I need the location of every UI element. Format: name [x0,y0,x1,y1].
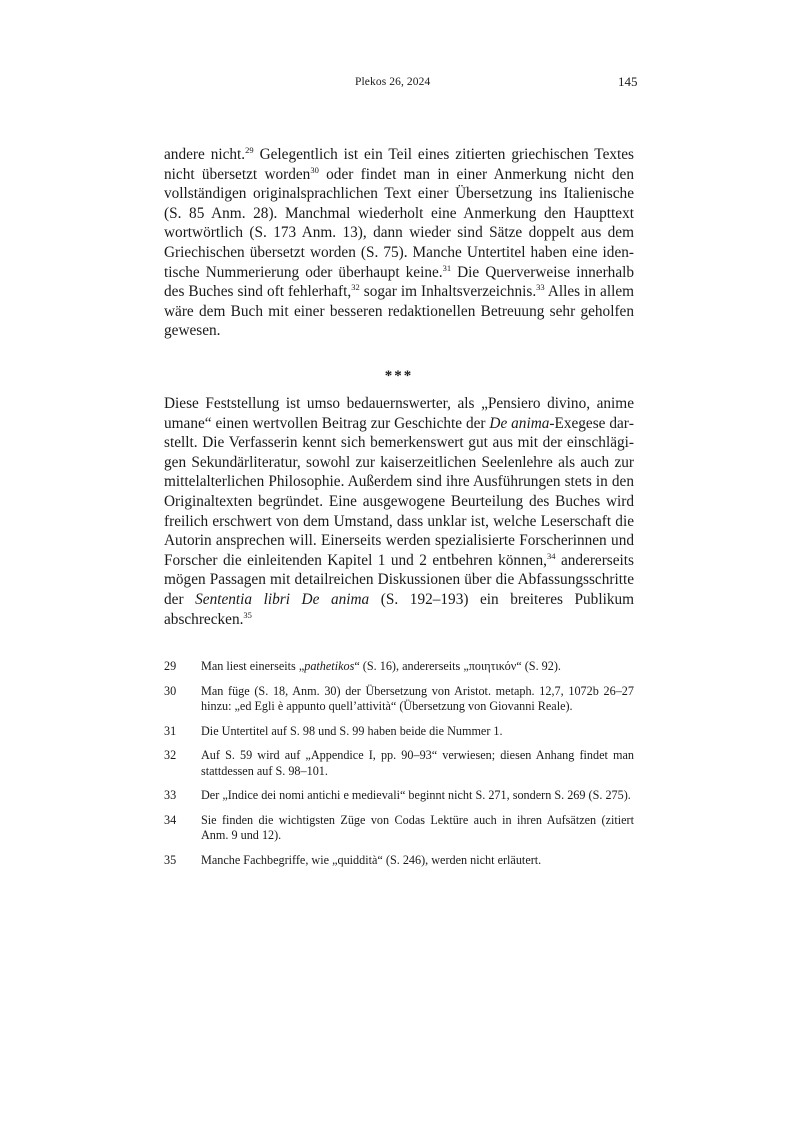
body-paragraph-1 [164,145,634,341]
text-run: “ (S. 16), andererseits „ποιητικόν“ (S. 92). [354,659,561,673]
footnote-ref-30[interactable]: 30 [310,164,319,175]
footnote-34 [164,813,634,844]
text-run: -Exegese darstellt. Die Verfasserin kennt sich bemerkenswert gut aus mit der einschlägigen Sekundärliteratur, sowohl zur kaiserzeitlichen Seelenlehre als auch zur mittelalterlichen Philosophie. Außerdem sind ihre Ausführungen stets in den Originaltexten begründet. Eine ausgewogene Beurteilung des Buches wird freilich erschwert von dem Umstand, dass unklar ist, welche Leserschaft die Autorin ansprechen will. Einerseits werden spezialisierte Forscherinnen und Forscher die einleitenden Kapitel 1 und 2 entbehren können, [164,414,634,569]
footnote-text: Sie finden die wichtigsten Züge von Codas Lektüre auch in ihren Aufsätzen (zitiert Anm. 9 und 12). [201,812,634,842]
footnote-number: 34 [164,812,177,827]
footnote-number: 33 [164,788,177,802]
text-run: andere nicht. [164,146,246,163]
footnote-30 [164,684,634,715]
footnote-number: 35 [164,852,177,867]
section-separator: *** [384,368,414,384]
footnote-ref-31[interactable]: 31 [442,262,452,273]
footnote-32 [164,748,634,779]
text-run: Diese Feststellung ist umso bedauernswerter, als „Pensiero divino, anime umane“ einen wertvollen Beitrag zur Geschichte der [164,395,634,432]
italic-title: De anima [489,414,550,432]
footnote-text: Man füge (S. 18, Anm. 30) der Übersetzung von Aristot. metaph. 12,7, 1072b 26–27 hinzu: „ed Egli è appunto quell’attività“ (Übersetzung von Giovanni Reale). [201,683,634,713]
body-paragraph-2 [164,394,634,629]
footnote-ref-32[interactable]: 32 [351,282,360,293]
footnote-text: Der „Indice dei nomi antichi e medievali“ beginnt nicht S. 271, sondern S. 269 (S. 275). [201,788,631,802]
footnote-ref-34[interactable]: 34 [547,550,556,561]
footnote-ref-35[interactable]: 35 [243,609,252,620]
footnote-text: Auf S. 59 wird auf „Appendice I, pp. 90–93“ verwiesen; diesen Anhang findet man stattdessen auf S. 98–101. [201,748,634,778]
text-run: Gelegentlich ist ein Teil eines zitierten griechischen Textes nicht übersetzt worden [164,146,634,183]
page-number: 145 [618,74,638,89]
footnote-text [201,659,634,675]
text-run: sogar im Inhaltsverzeichnis. [359,283,537,301]
footnote-number: 29 [164,659,177,673]
footnote-text: Die Untertitel auf S. 98 und S. 99 haben beide die Nummer 1. [201,723,503,738]
italic-title: Sententia libri De anima [195,590,370,608]
footnote-number: 30 [164,683,177,698]
footnote-number: 31 [164,723,177,738]
footnote-ref-33[interactable]: 33 [536,282,545,293]
text-run: Alles in allem wäre dem Buch mit einer besseren redaktionellen Betreuung sehr geholfen gewesen. [164,283,635,340]
text-run: Man liest einerseits „ [201,659,305,673]
text-run: Die Querverweise innerhalb des Buches sind oft fehlerhaft, [164,263,635,301]
footnote-33 [164,788,634,804]
footnotes-section [164,659,634,877]
text-run: oder findet man in einer Anmerkung nicht den vollständigen originalsprachlichen Text einer Übersetzung ins Italienische (S. 85 Anm. 28). Manchmal wiederholt eine Anmerkung den Haupttext wortwörtlich (S. 173 Anm. 13), dann wieder sind Sätze doppelt aus dem Griechischen übersetzt worden (S. 75). Manche Untertitel haben eine identische Nummerierung oder überhaupt keine. [164,165,634,281]
footnote-ref-29[interactable]: 29 [245,145,254,155]
italic-term: pathetikos [304,659,355,673]
running-head: Plekos 26, 2024 [355,76,431,88]
text-run: andererseits mögen Passagen mit detailreichen Diskussionen über die Abfassungsschritte der [164,551,634,608]
text-run: (S. 192–193) ein breiteres Publikum abschrecken. [164,590,635,628]
footnote-text: Manche Fachbegriffe, wie „quiddità“ (S. 246), werden nicht erläutert. [201,852,542,867]
footnote-number: 32 [164,748,177,762]
footnote-31 [164,724,634,740]
footnote-29 [164,659,634,675]
footnote-35 [164,853,634,869]
